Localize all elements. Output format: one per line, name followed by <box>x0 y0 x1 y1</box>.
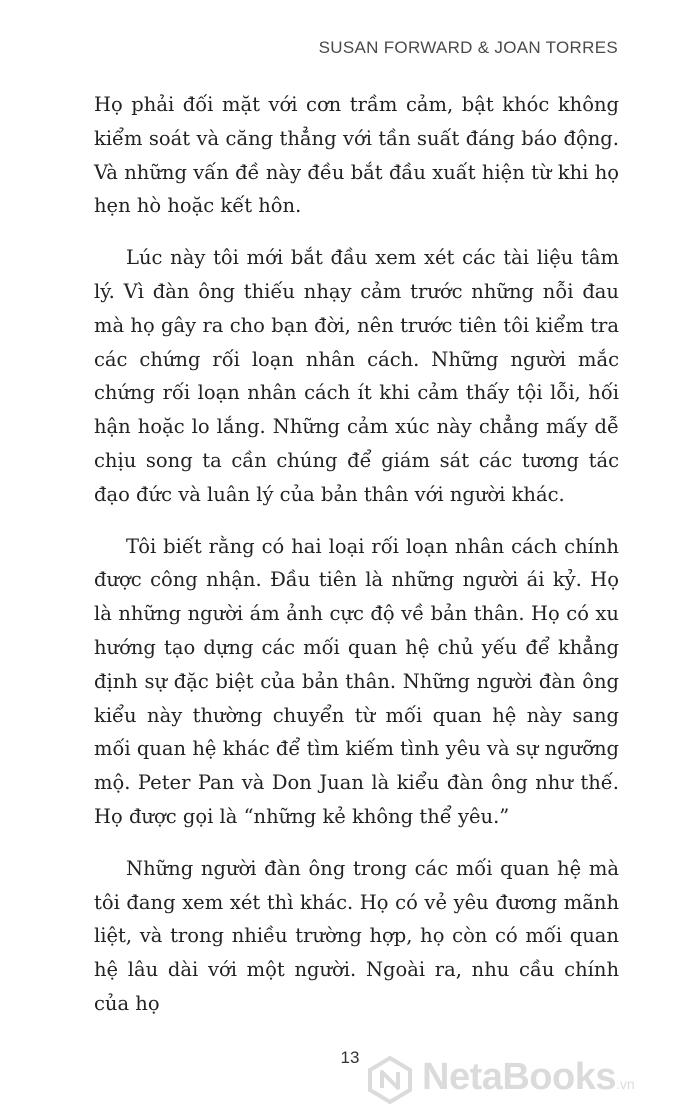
paragraph-4: Những người đàn ông trong các mối quan hệ mà tôi đang xem xét thì khác. Họ có vẻ yêu đương mãnh liệt, và trong nhiều trường hợp, họ còn có mối quan hệ lâu dài với một người. Ngoài ra, nhu cầu chính của họ <box>94 856 619 1015</box>
watermark-suffix: .vn <box>616 1076 635 1092</box>
body-text <box>94 88 619 1039</box>
watermark-text <box>422 1056 635 1099</box>
running-header: SUSAN FORWARD & JOAN TORRES <box>318 38 618 57</box>
paragraph-2: Lúc này tôi mới bắt đầu xem xét các tài liệu tâm lý. Vì đàn ông thiếu nhạy cảm trước những nỗi đau mà họ gây ra cho bạn đời, nên trước tiên tôi kiểm tra các chứng rối loạn nhân cách. Những người mắc chứng rối loạn nhân cách ít khi cảm thấy tội lỗi, hối hận hoặc lo lắng. Những cảm xúc này chẳng mấy dễ chịu song ta cần chúng để giám sát các tương tác đạo đức và luân lý của bản thân với người khác. <box>94 246 619 506</box>
watermark-brand: NetaBooks <box>422 1056 616 1098</box>
page-number: 13 <box>340 1048 360 1067</box>
paragraph-3: Tôi biết rằng có hai loại rối loạn nhân cách chính được công nhận. Đầu tiên là những người ái kỷ. Họ là những người ám ảnh cực độ về bản thân. Họ có xu hướng tạo dựng các mối quan hệ chủ yếu để khẳng định sự đặc biệt của bản thân. Những người đàn ông kiểu này thường chuyển từ mối quan hệ này sang mối quan hệ khác để tìm kiếm tình yêu và sự ngưỡng mộ. Peter Pan và Don Juan là kiểu đàn ông như thế. Họ được gọi là “những kẻ không thể yêu.” <box>94 534 619 828</box>
paragraph-1: Họ phải đối mặt với cơn trầm cảm, bật khóc không kiểm soát và căng thẳng với tần suất đáng báo động. Và những vấn đề này đều bắt đầu xuất hiện từ khi họ hẹn hò hoặc kết hôn. <box>94 93 619 218</box>
netabooks-logo-icon <box>366 1056 414 1104</box>
watermark <box>366 1050 696 1110</box>
